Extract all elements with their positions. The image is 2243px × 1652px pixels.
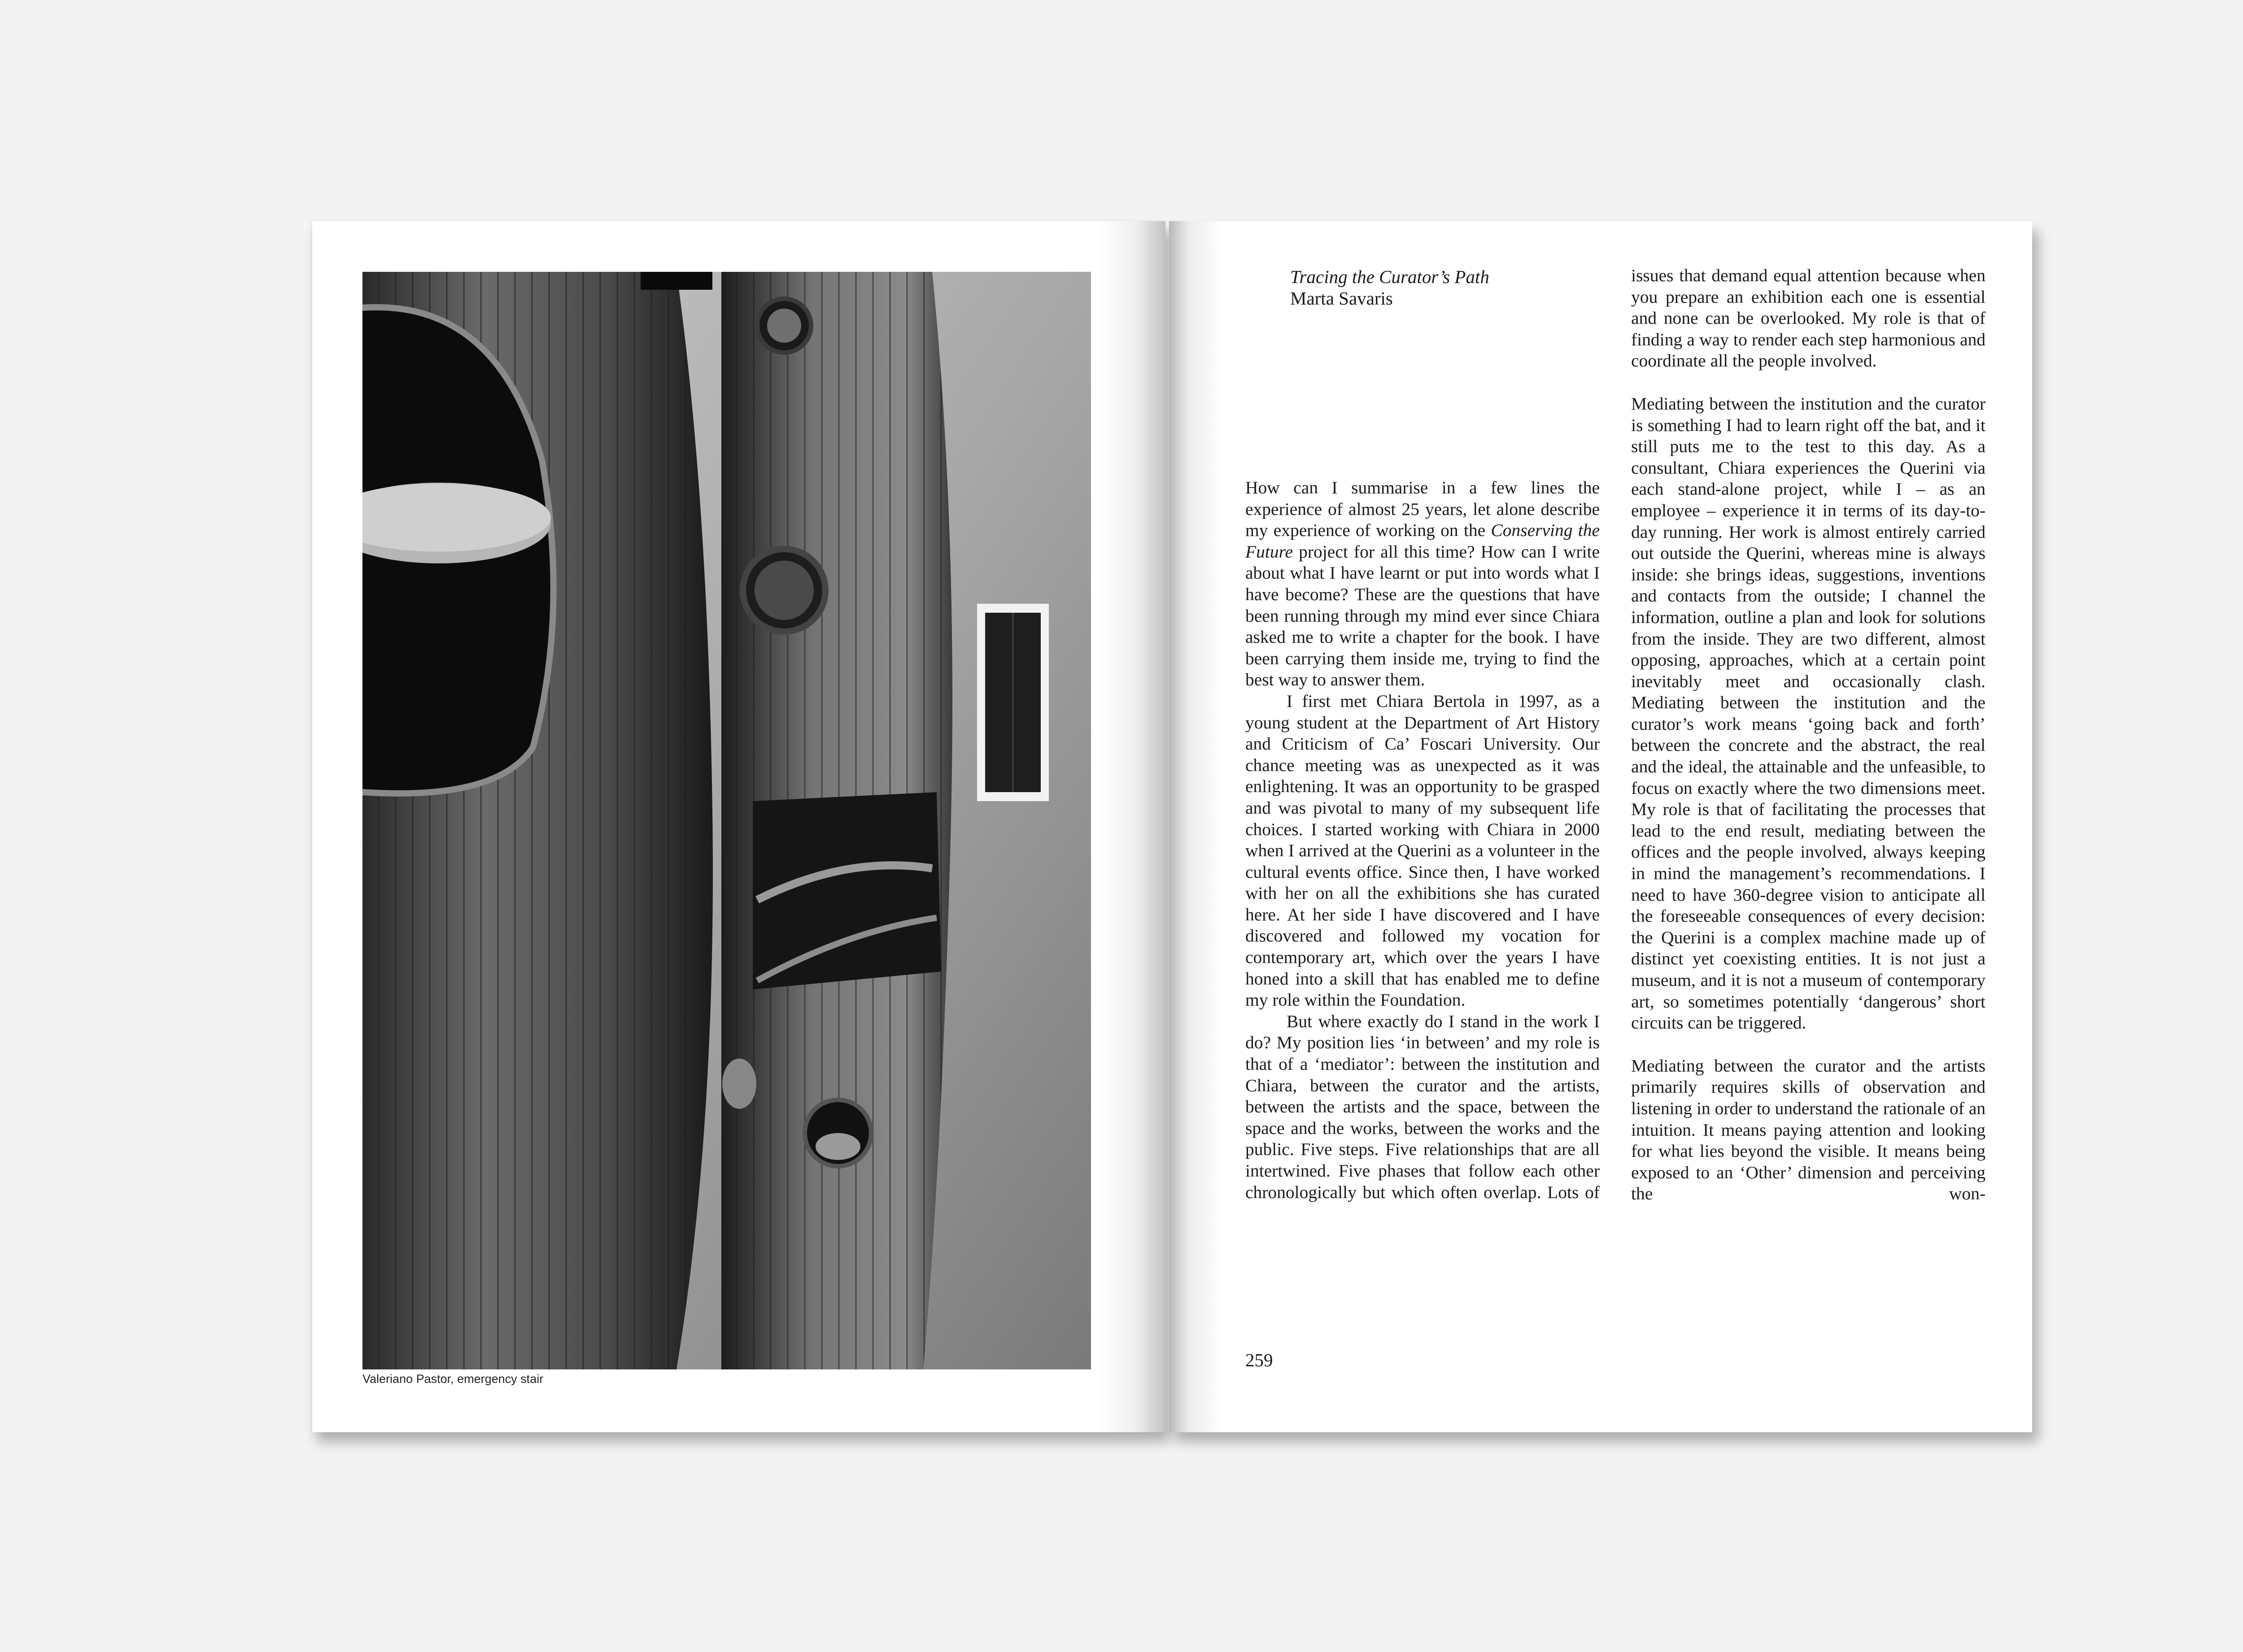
- left-page: [312, 221, 1165, 1432]
- emergency-stair-photo: [362, 272, 1091, 1369]
- text-column-1: [1245, 477, 1600, 1203]
- open-book: [312, 221, 2032, 1432]
- paragraph: issues that demand equal attention because when you prepare an exhibition each one is essential and none can be overlooked. My role is that of finding a way to render each step harmonious and coordinate all the people involved.: [1631, 266, 1986, 371]
- text-column-2: [1631, 265, 1986, 1205]
- chapter-title: Tracing the Curator’s Path: [1290, 266, 1489, 287]
- gutter-shadow-left: [1098, 221, 1165, 1432]
- gutter-shadow-right: [1169, 221, 1223, 1432]
- paragraph: But where exactly do I stand in the work I do? My position lies ‘in between’ and my role is that of a ‘mediator’: between the institution and Chiara, between the curator and the artists, between the artists and the space, between the space and the works, between the works and the public. Five steps. Five relationships that are all intertwined. Five phases that follow each other chronologically but which often overlap. Lots of: [1245, 1011, 1600, 1202]
- photo-caption: Valeriano Pastor, emergency stair: [362, 1372, 544, 1386]
- paragraph: I first met Chiara Bertola in 1997, as a young student at the Department of Art History and Criticism of Ca’ Foscari University. Our chance meeting was as unexpected as it was enlightening. It was an opportunity to be grasped and was pivotal to many of my subsequent life choices. I started working with Chiara in 2000 when I arrived at the Querini as a volunteer in the cultural events office. Since then, I have worked with her on all the exhibitions she has curated here. At her side I have discovered and I have discovered and followed my vocation for contemporary art, which over the years I have honed into a skill that has enabled me to define my role within the Foundation.: [1245, 691, 1600, 1010]
- paragraph: Mediating between the curator and the artists primarily requires skills of observation and listening in order to understand the rationale of an intuition. It means paying attention and looking for what lies beyond the visible. It means being exposed to an ‘Other’ dimension and perceiving the won-: [1631, 1055, 1986, 1204]
- chapter-heading: [1290, 266, 1604, 309]
- paragraph: Mediating between the institution and the curator is something I had to learn right off the bat, and it still puts me to the test to this day. As a consultant, Chiara experiences the Querini via each stand-alone project, while I – as an employee – experience it in terms of its day-to-day running. Her work is almost entirely carried out outside the Querini, whereas mine is always inside: she brings ideas, suggestions, inventions and contacts from the outside; I channel the information, outline a plan and look for solutions from the inside. They are two different, almost opposing, approaches, which at a certain point inevitably meet and occasionally clash. Mediating between the institution and the curator’s work means ‘going back and forth’ between the concrete and the abstract, the real and the ideal, the attainable and the unfeasible, to focus on exactly where the two dimensions meet. My role is that of facilitating the processes that lead to the end result, mediating between the offices and the people involved, always keeping in mind the management’s recommendations. I need to have 360-degree vision to anticipate all the foreseeable consequences of every decision: the Querini is a complex machine made up of distinct yet coexisting entities. It is not just a museum, and it is not a museum of contemporary art, so sometimes potentially ‘dangerous’ short circuits can be triggered.: [1631, 393, 1986, 1033]
- paragraph: How can I summarise in a few lines the experience of almost 25 years, let alone describe my experience of working on the Conserving the Future project for all this time? How can I write about what I have learnt or put into words what I have become? These are the questions that have been running through my mind ever since Chiara asked me to write a chapter for the book. I have been carrying them inside me, trying to find the best way to answer them.: [1245, 478, 1600, 690]
- book-title-emphasis: Conserving the Future: [1245, 520, 1600, 562]
- chapter-author: Marta Savaris: [1290, 288, 1393, 309]
- page-number: 259: [1245, 1350, 1273, 1370]
- stair-illustration: [362, 272, 1091, 1369]
- right-page: [1169, 221, 2032, 1432]
